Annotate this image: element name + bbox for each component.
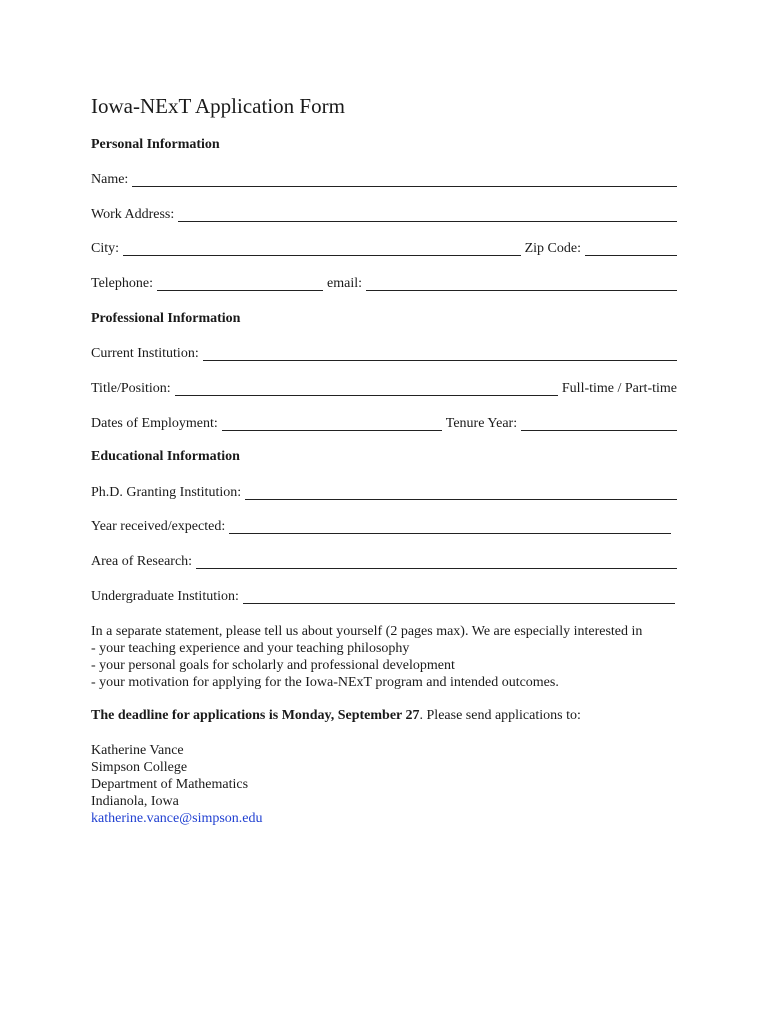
- undergraduate-institution-label: Undergraduate Institution:: [91, 589, 239, 604]
- tenure-year-blank[interactable]: [521, 416, 677, 431]
- email-blank[interactable]: [366, 276, 677, 291]
- dates-of-employment-label: Dates of Employment:: [91, 416, 218, 431]
- deadline-notice: [91, 707, 677, 724]
- city-blank[interactable]: [123, 241, 521, 256]
- section-heading-educational: Educational Information: [91, 449, 240, 464]
- section-heading-personal: Personal Information: [91, 137, 220, 152]
- page-title: Iowa-NExT Application Form: [91, 94, 345, 118]
- name-row: [91, 171, 677, 189]
- statement-intro: In a separate statement, please tell us about yourself (2 pages max). We are especially interested in: [91, 624, 643, 639]
- contact-name: Katherine Vance: [91, 743, 184, 758]
- current-institution-blank[interactable]: [203, 346, 677, 361]
- area-of-research-row: [91, 553, 677, 571]
- year-received-row: [91, 518, 677, 536]
- deadline-instructions: . Please send applications to:: [419, 708, 581, 723]
- name-label: Name:: [91, 172, 129, 187]
- contact-college: Simpson College: [91, 760, 188, 775]
- work-address-blank[interactable]: [178, 207, 677, 222]
- zip-code-blank[interactable]: [585, 241, 677, 256]
- email-label: email:: [327, 276, 362, 291]
- year-received-label: Year received/expected:: [91, 519, 226, 534]
- statement-instructions: [91, 623, 677, 691]
- undergraduate-institution-row: [91, 588, 677, 606]
- deadline-date: The deadline for applications is Monday, September 27: [91, 708, 420, 723]
- current-institution-label: Current Institution:: [91, 346, 199, 361]
- statement-item: - your personal goals for scholarly and professional development: [91, 658, 455, 673]
- area-of-research-blank[interactable]: [196, 554, 677, 569]
- contact-location: Indianola, Iowa: [91, 794, 179, 809]
- phd-institution-row: [91, 484, 677, 502]
- city-zip-row: [91, 240, 677, 258]
- employment-dates-row: [91, 415, 677, 433]
- zip-code-label: Zip Code:: [524, 241, 581, 256]
- statement-item: - your teaching experience and your teaching philosophy: [91, 641, 410, 656]
- undergraduate-institution-blank[interactable]: [243, 589, 675, 604]
- name-blank[interactable]: [132, 172, 677, 187]
- contact-email-link[interactable]: katherine.vance@simpson.edu: [91, 811, 263, 826]
- title-position-row: [91, 380, 677, 398]
- title-position-blank[interactable]: [175, 381, 558, 396]
- work-address-row: [91, 206, 677, 224]
- telephone-email-row: [91, 275, 677, 293]
- city-label: City:: [91, 241, 120, 256]
- area-of-research-label: Area of Research:: [91, 554, 193, 569]
- work-address-label: Work Address:: [91, 207, 175, 222]
- statement-item: - your motivation for applying for the Iowa-NExT program and intended outcomes.: [91, 675, 559, 690]
- current-institution-row: [91, 345, 677, 363]
- phd-institution-blank[interactable]: [245, 485, 677, 500]
- year-received-blank[interactable]: [229, 519, 671, 534]
- phd-institution-label: Ph.D. Granting Institution:: [91, 485, 242, 500]
- tenure-year-label: Tenure Year:: [445, 416, 518, 431]
- section-heading-professional: Professional Information: [91, 311, 241, 326]
- title-position-label: Title/Position:: [91, 381, 171, 396]
- contact-address: [91, 742, 677, 827]
- telephone-blank[interactable]: [157, 276, 323, 291]
- dates-of-employment-blank[interactable]: [222, 416, 442, 431]
- contact-department: Department of Mathematics: [91, 777, 249, 792]
- employment-type-option[interactable]: Full-time / Part-time: [561, 381, 677, 396]
- telephone-label: Telephone:: [91, 276, 153, 291]
